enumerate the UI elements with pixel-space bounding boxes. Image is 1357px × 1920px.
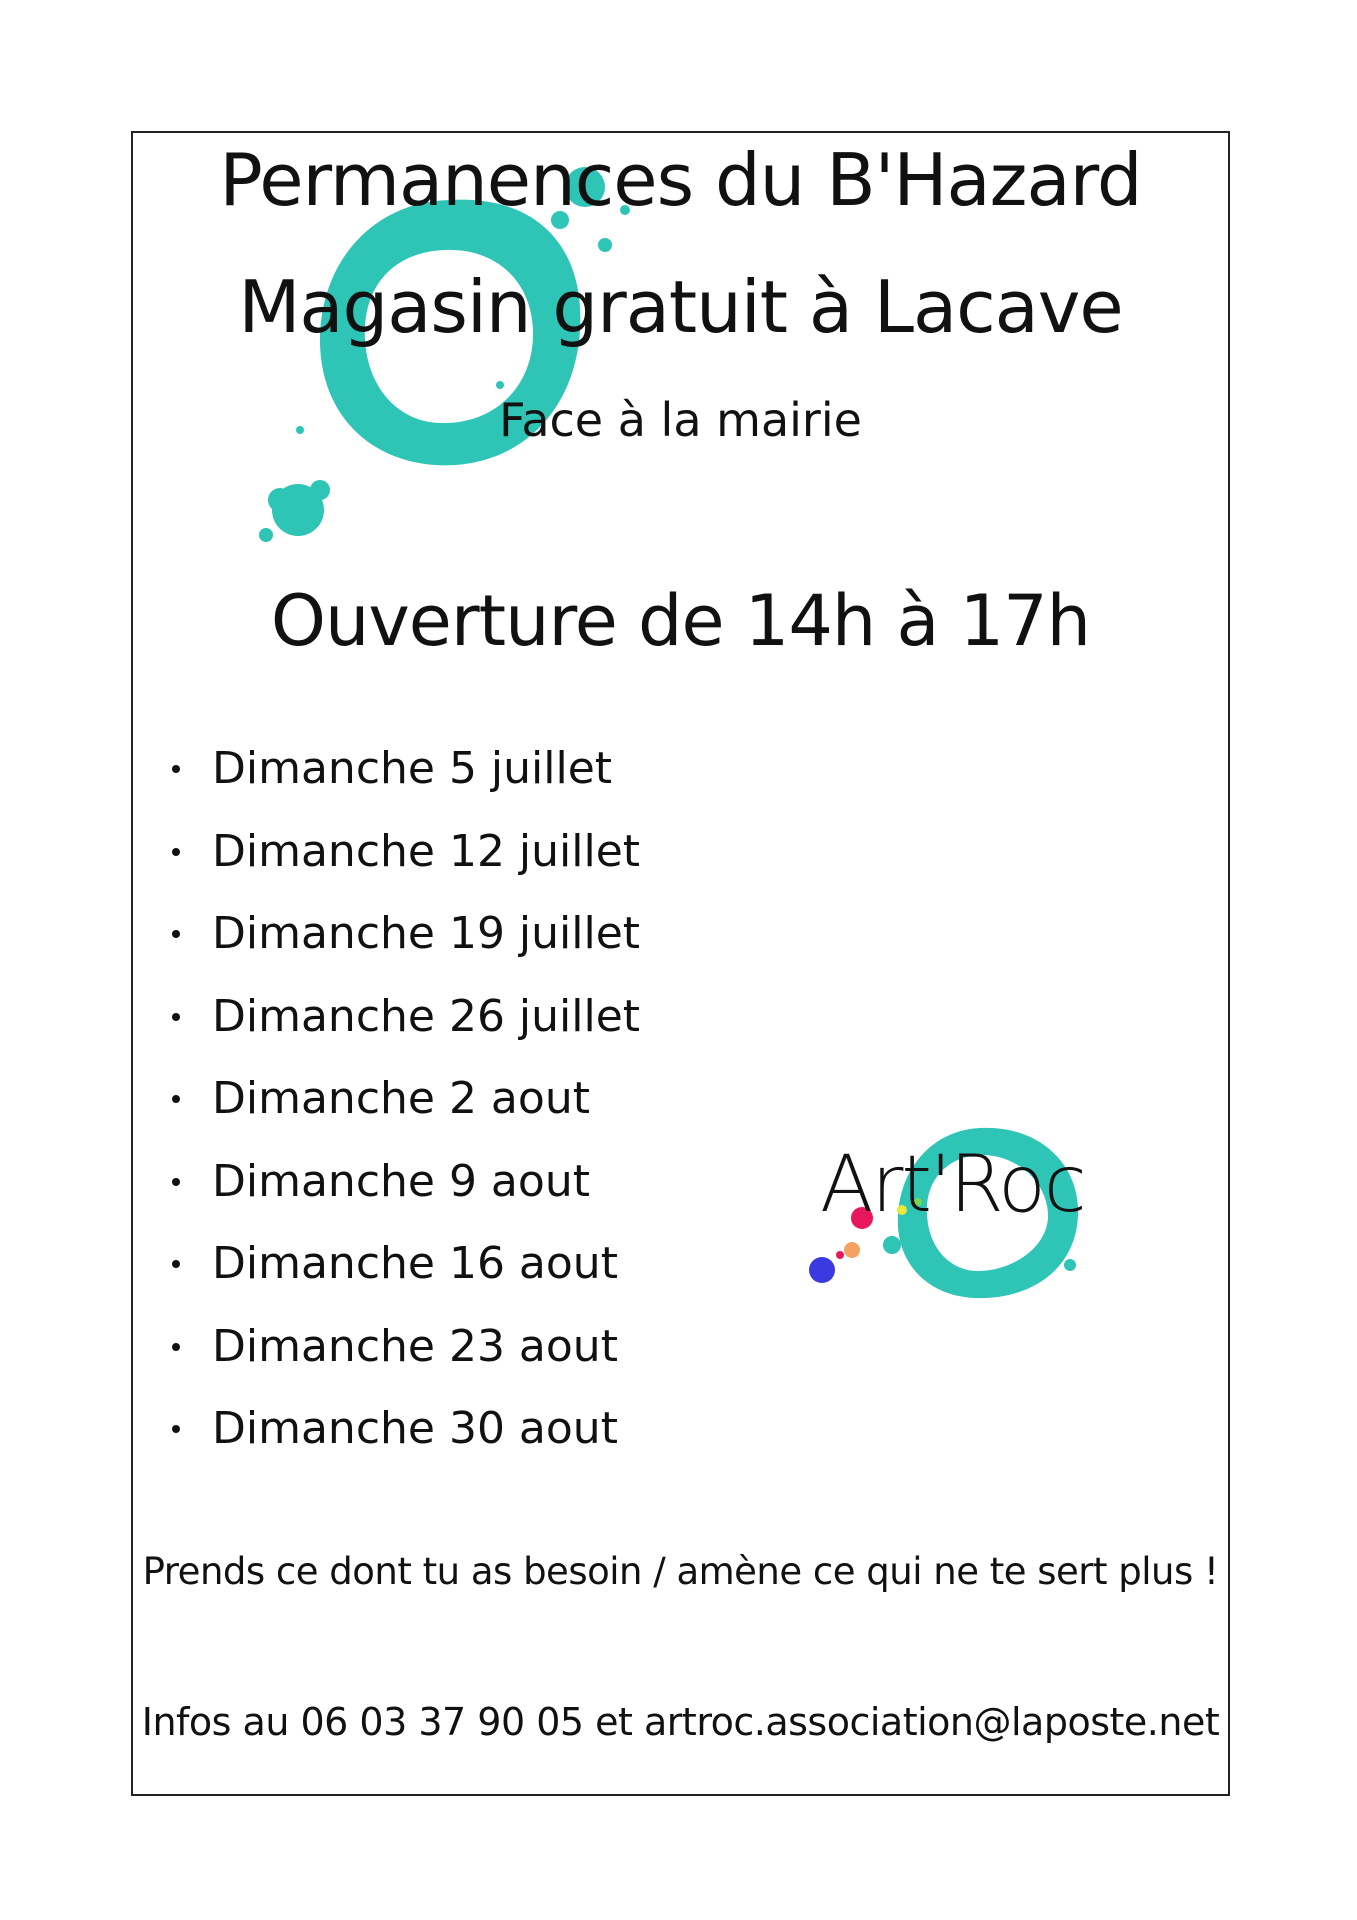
logo-text: Art'Roc [820,1140,1085,1230]
bullet-icon [172,930,180,938]
bullet-icon [172,765,180,773]
date-label: Dimanche 2 aout [212,1073,590,1125]
date-label: Dimanche 23 aout [212,1320,618,1372]
poster-title-line2: Magasin gratuit à Lacave [238,265,1123,349]
date-label: Dimanche 5 juillet [212,743,613,795]
date-label: Dimanche 9 aout [212,1155,590,1207]
bullet-icon [172,1013,180,1021]
list-item [172,1058,640,1141]
list-item [172,728,640,811]
bullet-icon [172,1178,180,1186]
date-label: Dimanche 16 aout [212,1238,618,1290]
bullet-icon [172,1260,180,1268]
list-item [172,976,640,1059]
list-item [172,811,640,894]
bullet-icon [172,848,180,856]
list-item [172,1306,640,1389]
list-item [172,1141,640,1224]
poster-subtitle: Face à la mairie [499,393,862,447]
dates-list [172,728,640,1471]
artroc-logo [790,1110,1120,1310]
list-item [172,1223,640,1306]
date-label: Dimanche 12 juillet [212,825,641,877]
list-item [172,893,640,976]
bullet-icon [172,1425,180,1433]
date-label: Dimanche 19 juillet [212,908,641,960]
bullet-icon [172,1095,180,1103]
slogan: Prends ce dont tu as besoin / amène ce qui ne te sert plus ! [142,1550,1219,1593]
list-item [172,1388,640,1471]
opening-hours: Ouverture de 14h à 17h [270,580,1091,662]
date-label: Dimanche 26 juillet [212,990,641,1042]
contact-info: Infos au 06 03 37 90 05 et artroc.association@laposte.net [141,1700,1220,1744]
date-label: Dimanche 30 aout [212,1403,618,1455]
poster-title-line1: Permanences du B'Hazard [219,138,1142,222]
bullet-icon [172,1343,180,1351]
